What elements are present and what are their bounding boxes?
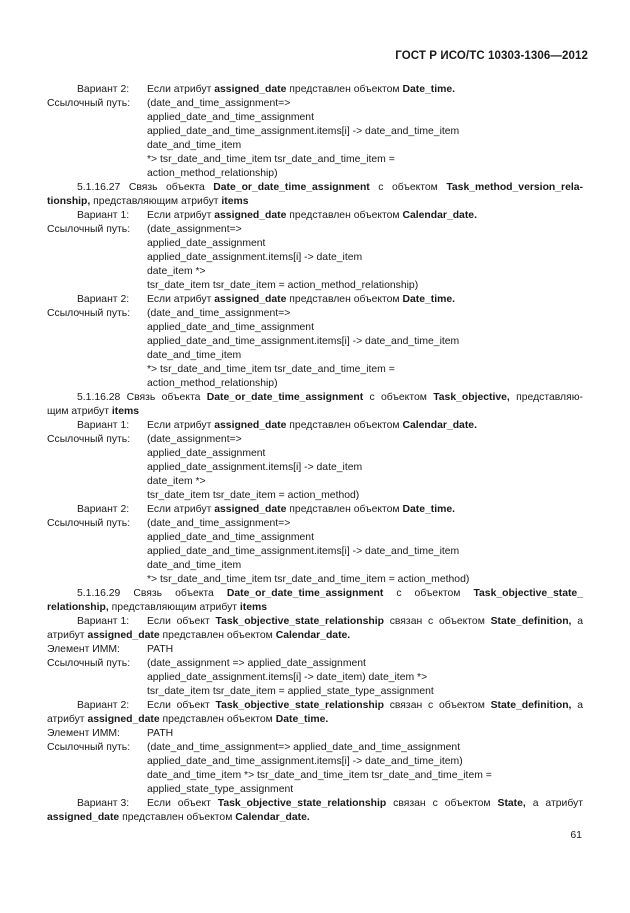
text-line: applied_date_assignment: [147, 238, 266, 249]
text-line: Ссылочный путь:: [47, 518, 131, 529]
text-line: PATH: [147, 644, 174, 655]
text-line: Вариант 2:: [77, 700, 130, 711]
text-line: Если объект Task_objective_state_relationship связан с объектом State_definition, а: [147, 616, 583, 627]
text-line: applied_date_and_time_assignment: [147, 532, 314, 543]
text-line: date_and_time_item: [147, 560, 242, 571]
text-line: Вариант 1:: [77, 420, 130, 431]
text-line: Если объект Task_objective_state_relationship связан с объектом State, а атрибут: [147, 798, 584, 809]
text-line: (date_and_time_assignment=>: [147, 518, 291, 529]
text-line: applied_date_assignment.items[i] -> date_item: [147, 252, 363, 263]
text-line: *> tsr_date_and_time_item tsr_date_and_time_item = action_method): [147, 574, 470, 585]
text-line: (date_assignment => applied_date_assignment: [147, 658, 366, 669]
text-line: 5.1.16.27 Связь объекта Date_or_date_time_assignment с объектом Task_method_version_rela-: [77, 182, 583, 193]
text-line: applied_date_and_time_assignment: [147, 322, 314, 333]
text-line: date_and_time_item *> tsr_date_and_time_item tsr_date_and_time_item =: [147, 770, 492, 781]
text-line: (date_and_time_assignment=>: [147, 98, 291, 109]
text-line: 5.1.16.28 Связь объекта Date_or_date_time_assignment с объектом Task_objective, представляю-: [77, 392, 583, 403]
text-line: tsr_date_item tsr_date_item = action_method_relationship): [147, 280, 419, 291]
text-line: (date_and_time_assignment=> applied_date_and_time_assignment: [147, 742, 461, 753]
text-line: Ссылочный путь:: [47, 98, 131, 109]
text-line: tsr_date_item tsr_date_item = action_method): [147, 490, 360, 501]
text-line: *> tsr_date_and_time_item tsr_date_and_time_item =: [147, 364, 395, 375]
text-line: *> tsr_date_and_time_item tsr_date_and_time_item =: [147, 154, 395, 165]
text-line: Элемент ИММ:: [47, 644, 120, 655]
text-line: applied_date_and_time_assignment: [147, 112, 314, 123]
text-line: applied_date_and_time_assignment.items[i] -> date_and_time_item: [147, 336, 460, 347]
text-line: Если атрибут assigned_date представлен объектом Date_time.: [147, 84, 456, 95]
text-line: date_item *>: [147, 266, 206, 277]
text-line: Вариант 2:: [77, 84, 130, 95]
text-line: applied_date_assignment.items[i] -> date_item) date_item *>: [147, 672, 428, 683]
text-line: tsr_date_item tsr_date_item = applied_state_type_assignment: [147, 686, 434, 697]
text-line: applied_date_and_time_assignment.items[i] -> date_and_time_item: [147, 546, 460, 557]
text-line: Элемент ИММ:: [47, 728, 120, 739]
text-line: applied_date_assignment: [147, 448, 266, 459]
text-line: (date_assignment=>: [147, 224, 242, 235]
text-line: щим атрибут items: [47, 406, 139, 417]
text-line: action_method_relationship): [147, 378, 278, 389]
text-line: relationship, представляющим атрибут items: [47, 602, 268, 613]
text-line: 5.1.16.29 Связь объекта Date_or_date_time_assignment с объектом Task_objective_state_: [77, 588, 583, 599]
text-line: Ссылочный путь:: [47, 658, 131, 669]
text-line: Вариант 1:: [77, 616, 130, 627]
text-line: атрибут assigned_date представлен объектом Calendar_date.: [47, 630, 351, 641]
text-line: date_and_time_item: [147, 350, 242, 361]
text-line: action_method_relationship): [147, 168, 278, 179]
text-line: Если атрибут assigned_date представлен объектом Calendar_date.: [147, 210, 477, 221]
text-line: date_item *>: [147, 476, 206, 487]
text-line: Ссылочный путь:: [47, 434, 131, 445]
text-line: Если объект Task_objective_state_relationship связан с объектом State_definition, а: [147, 700, 583, 711]
text-line: Если атрибут assigned_date представлен объектом Calendar_date.: [147, 420, 477, 431]
text-line: tionship, представляющим атрибут items: [47, 196, 249, 207]
text-line: assigned_date представлен объектом Calendar_date.: [47, 812, 310, 823]
text-line: applied_state_type_assignment: [147, 784, 294, 795]
text-line: Ссылочный путь:: [47, 742, 131, 753]
text-line: Ссылочный путь:: [47, 224, 131, 235]
text-line: Если атрибут assigned_date представлен объектом Date_time.: [147, 504, 456, 515]
text-line: Вариант 3:: [77, 798, 130, 809]
text-line: Вариант 1:: [77, 210, 130, 221]
text-line: applied_date_assignment.items[i] -> date_item: [147, 462, 363, 473]
text-line: Если атрибут assigned_date представлен объектом Date_time.: [147, 294, 456, 305]
text-line: Ссылочный путь:: [47, 308, 131, 319]
text-line: applied_date_and_time_assignment.items[i] -> date_and_time_item: [147, 126, 460, 137]
text-line: PATH: [147, 728, 174, 739]
text-line: applied_date_and_time_assignment.items[i] -> date_and_time_item): [147, 756, 463, 767]
page-number: 61: [570, 829, 582, 841]
text-line: Вариант 2:: [77, 504, 130, 515]
document-header: ГОСТ Р ИСО/ТС 10303-1306—2012: [395, 50, 588, 62]
text-line: (date_and_time_assignment=>: [147, 308, 291, 319]
text-line: (date_assignment=>: [147, 434, 242, 445]
text-line: атрибут assigned_date представлен объектом Date_time.: [47, 714, 329, 725]
text-line: Вариант 2:: [77, 294, 130, 305]
text-line: date_and_time_item: [147, 140, 242, 151]
